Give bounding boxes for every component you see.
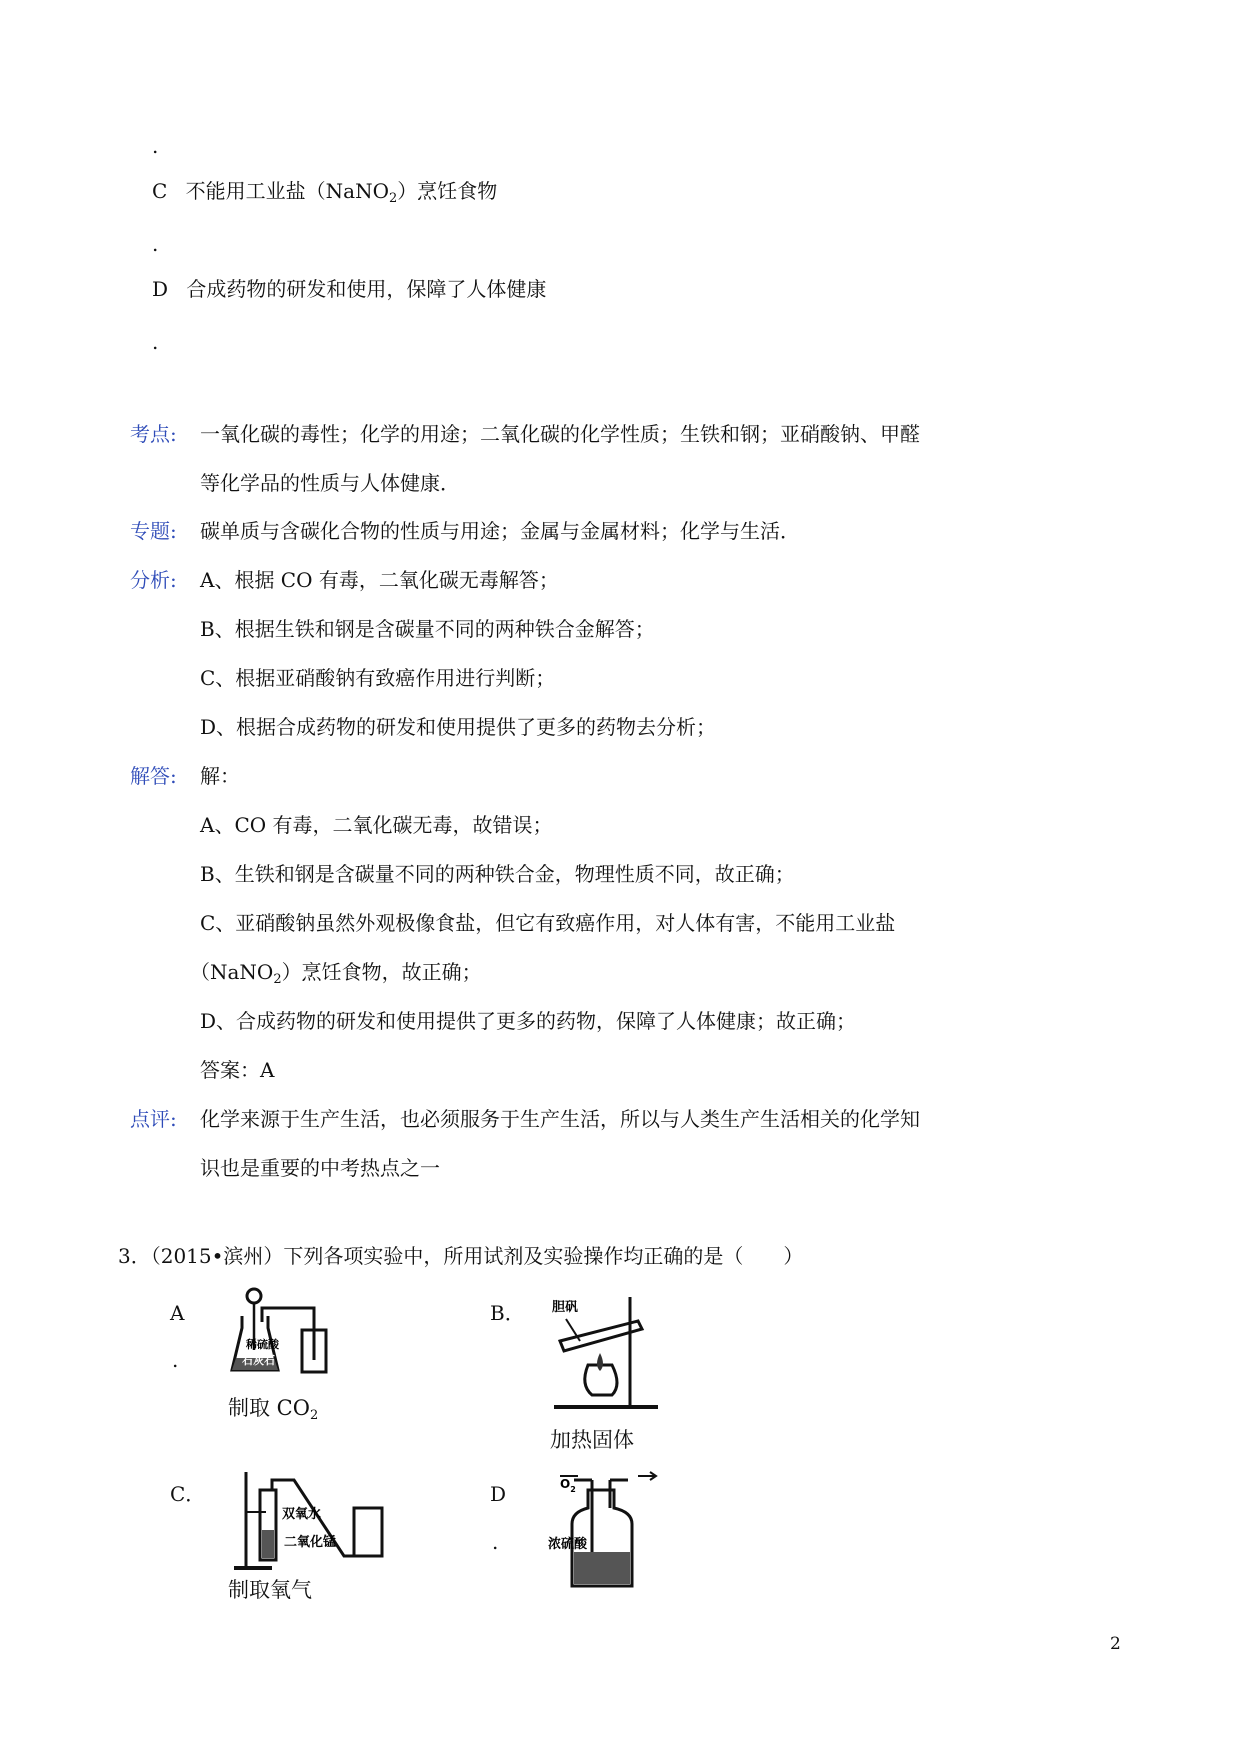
- option-c-dot: .: [152, 232, 159, 256]
- fenxi-label: 分析:: [130, 568, 177, 592]
- option-d-text: 合成药物的研发和使用，保障了人体健康: [186, 277, 547, 301]
- fig-label: 稀硫酸: [246, 1338, 279, 1351]
- question-stem: 3．（2015•滨州）下列各项实验中，所用试剂及实验操作均正确的是（ ）: [118, 1244, 804, 1268]
- fenxi-line: B、根据生铁和钢是含碳量不同的两种铁合金解答；: [200, 617, 655, 641]
- option-c-caption: 制取氧气: [228, 1578, 312, 1602]
- jieda-line: D、合成药物的研发和使用提供了更多的药物，保障了人体健康；故正确；: [200, 1009, 857, 1033]
- option-a-dot: .: [172, 1348, 179, 1372]
- option-letter: D: [152, 277, 169, 301]
- kaodian-line1: 一氧化碳的毒性；化学的用途；二氧化碳的化学性质；生铁和钢；亚硝酸钠、甲醛: [200, 422, 920, 446]
- fig-label: 石灰石: [242, 1354, 275, 1367]
- zhuanti-text: 碳单质与含碳化合物的性质与用途；金属与金属材料；化学与生活．: [200, 519, 800, 543]
- option-letter: C: [152, 179, 168, 203]
- heat-solid-apparatus-figure: [550, 1295, 660, 1415]
- option-d-dot: .: [152, 330, 159, 354]
- option-b-dot: .: [152, 134, 159, 158]
- jieda-line: 解：: [200, 764, 240, 788]
- page-number: 2: [1110, 1634, 1121, 1654]
- jieda-line: A、CO 有毒，二氧化碳无毒，故错误；: [200, 813, 553, 837]
- drying-bottle-figure: [548, 1468, 682, 1593]
- jieda-line: C、亚硝酸钠虽然外观极像食盐，但它有致癌作用，对人体有害，不能用工业盐: [200, 911, 896, 935]
- fenxi-line: A、根据 CO 有毒，二氧化碳无毒解答；: [200, 568, 559, 592]
- kaodian-line2: 等化学品的性质与人体健康．: [200, 471, 460, 495]
- dianping-line1: 化学来源于生产生活，也必须服务于生产生活，所以与人类生产生活相关的化学知: [200, 1107, 920, 1131]
- fenxi-line: C、根据亚硝酸钠有致癌作用进行判断；: [200, 666, 556, 690]
- fig-label: 胆矾: [552, 1300, 579, 1315]
- option-b-caption: 加热固体: [550, 1428, 634, 1452]
- option-c-letter: C．: [170, 1482, 206, 1506]
- fig-label: 双氧水: [282, 1507, 322, 1522]
- option-a-caption: 制取 $CO_2$: [228, 1396, 319, 1423]
- option-d: [152, 279, 546, 299]
- option-d-letter: D: [490, 1482, 507, 1506]
- option-b-letter: B．: [490, 1301, 525, 1325]
- dianping-line2: 识也是重要的中考热点之一: [200, 1156, 440, 1180]
- zhuanti-label: 专题:: [130, 519, 177, 543]
- jieda-line: （NaNO$_2$）烹饪食物，故正确；: [190, 960, 482, 987]
- jieda-line: B、生铁和钢是含碳量不同的两种铁合金，物理性质不同，故正确；: [200, 862, 795, 886]
- dianping-label: 点评:: [130, 1107, 177, 1131]
- fig-label: 二氧化锰: [284, 1535, 337, 1550]
- option-d-dot: .: [492, 1530, 499, 1554]
- fenxi-line: D、根据合成药物的研发和使用提供了更多的药物去分析；: [200, 715, 717, 739]
- fig-label: $O_2$: [560, 1477, 576, 1494]
- co2-apparatus-figure: [230, 1288, 350, 1388]
- option-c: [152, 179, 498, 206]
- oxygen-apparatus-figure: [232, 1470, 392, 1580]
- jieda-label: 解答:: [130, 764, 177, 788]
- option-c-text: 不能用工业盐（NaNO$_2$）烹饪食物: [185, 179, 498, 206]
- fig-label: 浓硫酸: [548, 1537, 588, 1552]
- kaodian-label: 考点:: [130, 422, 177, 446]
- option-a-letter: A: [170, 1301, 185, 1325]
- answer: 答案：A: [200, 1058, 275, 1082]
